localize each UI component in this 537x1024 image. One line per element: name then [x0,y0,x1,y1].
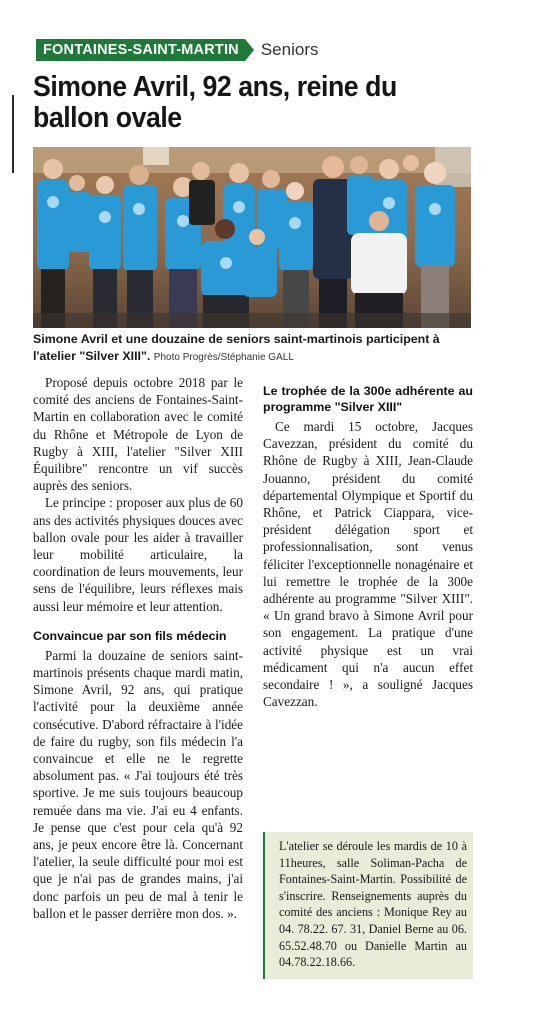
paragraph-principle: Le principe : proposer aux plus de 60 ans des activités physiques douces avec ballon ovale pour les aider à travailler leur mobilité articulaire, la coordination de leurs mouvements, leur sens de l'équilibre, leurs réflexes mais aussi leur mémoire et leur attention. [33,495,243,614]
margin-rule [12,95,14,173]
tag-arrow-icon [245,39,254,61]
paragraph-trophee: Ce mardi 15 octobre, Jacques Cavezzan, président du comité du Rhône de Rugby à XIII, Jean-Claude Jouanno, président du comité départemental Olympique et Sportif du Rhône, et Patrick Ciappara, vice-président délégation sport et professionnalisation, sont venus féliciter l'exceptionnelle nonagénaire et lui remettre le trophée de la 300e adhérente au programme "Silver XIII". « Un grand bravo à Simone Avril pour son engagement. La pratique d'une activité physique est un vrai médicament qui n'a aucun effet secondaire ! », a souligné Jacques Cavezzan. [263,419,473,710]
paragraph-intro: Proposé depuis octobre 2018 par le comité des anciens de Fontaines-Saint-Martin en collaboration avec le comité du Rhône et Métropole de Lyon de Rugby à XIII, l'atelier "Silver XIII Équilibre" rencontre un vif succès auprès des seniors. [33,375,243,494]
photo-caption [33,331,483,366]
article-column-1 [33,374,243,922]
article-column-2 [263,374,473,710]
caption-text: Simone Avril et une douzaine de seniors saint-martinois participent à l'atelier "Silver XIII". [33,332,440,363]
headline: Simone Avril, 92 ans, reine du ballon ovale [33,71,397,134]
section-label: Seniors [260,40,319,59]
subhead-trophee: Le trophée de la 300e adhérente au programme "Silver XIII" [263,384,473,414]
group-photo [33,147,471,328]
subhead-convaincue: Convaincue par son fils médecin [33,628,227,643]
paragraph-simone [33,647,243,922]
paragraph-simone-text: Parmi la douzaine de seniors saint-martinois présents chaque mardi matin, Simone Avril, 92 ans, qui pratique l'activité pour la deuxième année consécutive. D'abord réfractaire à l'idée de faire du rugby, son fils médecin l'a convaincue et elle ne le regrette absolument pas. « J'ai toujours été très sportive. Je me suis toujours beaucoup remuée dans ma vie. J'ai eu 4 enfants. Je pense que c'est pour cela qu'à 92 ans, je peux encore être là. Concernant l'atelier, la seule difficulté pour moi est que je n'ai pas de grandes mains, j'ai donc parfois un peu de mal à tenir le ballon et le passer derrière mon dos. ». [33,647,243,921]
kicker [36,39,318,61]
info-box: L'atelier se déroule les mardis de 10 à 11heures, salle Soliman-Pacha de Fontaines-Saint-Martin. Possibilité de s'inscrire. Renseignements auprès du comité des anciens : Monique Rey au 04. 78.22. 67. 31, Daniel Berne au 06. 65.52.48.70 ou Danielle Martin au 04.78.22.18.66. [263,832,473,979]
location-tag: FONTAINES-SAINT-MARTIN [36,39,245,61]
photo-credit: Photo Progrès/Stéphanie GALL [153,352,294,363]
